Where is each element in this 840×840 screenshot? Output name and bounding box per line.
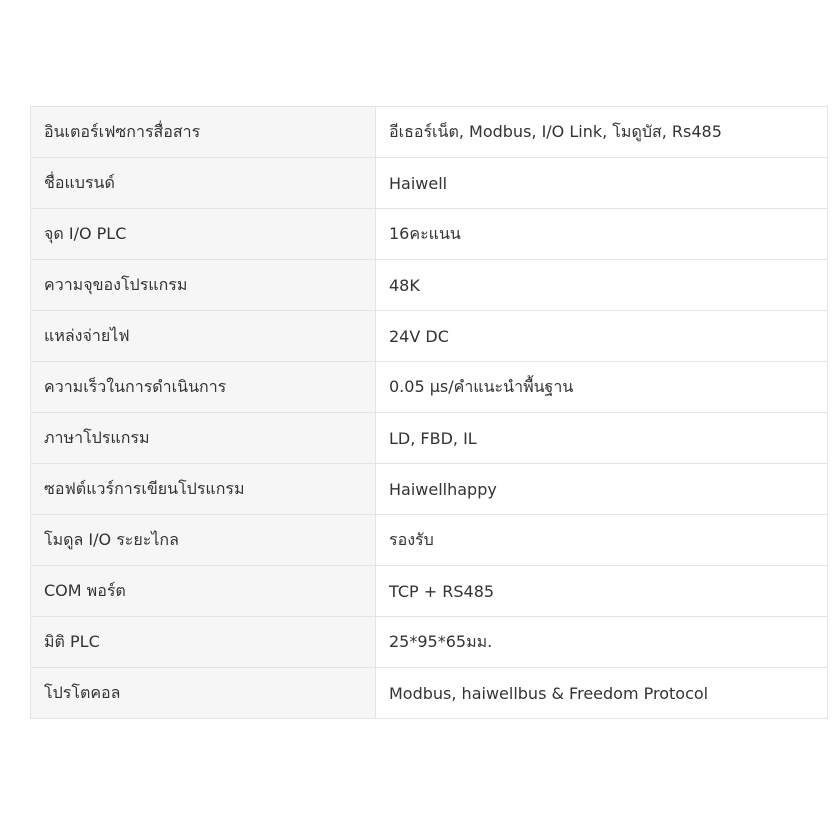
table-row [31,617,828,668]
table-row [31,209,828,260]
spec-label: โมดูล I/O ระยะไกล [31,515,376,566]
spec-label: โปรโตคอล [31,668,376,719]
spec-label: ชื่อแบรนด์ [31,158,376,209]
spec-value: 16คะแนน [376,209,828,260]
spec-label: มิติ PLC [31,617,376,668]
spec-value: 24V DC [376,311,828,362]
table-row [31,515,828,566]
table-row [31,362,828,413]
table-row [31,413,828,464]
table-row [31,260,828,311]
spec-value: Modbus, haiwellbus & Freedom Protocol [376,668,828,719]
spec-label: แหล่งจ่ายไฟ [31,311,376,362]
spec-value: 25*95*65มม. [376,617,828,668]
table-row [31,107,828,158]
spec-value: 0.05 μs/คำแนะนำพื้นฐาน [376,362,828,413]
table-row [31,668,828,719]
spec-label: จุด I/O PLC [31,209,376,260]
spec-value: 48K [376,260,828,311]
spec-value: TCP + RS485 [376,566,828,617]
spec-value: Haiwellhappy [376,464,828,515]
spec-label: ความจุของโปรแกรม [31,260,376,311]
table-row [31,158,828,209]
table-row [31,464,828,515]
spec-table [30,106,828,719]
spec-label: ภาษาโปรแกรม [31,413,376,464]
spec-value: Haiwell [376,158,828,209]
spec-value: LD, FBD, IL [376,413,828,464]
table-row [31,311,828,362]
spec-value: รองรับ [376,515,828,566]
spec-label: ความเร็วในการดำเนินการ [31,362,376,413]
spec-value: อีเธอร์เน็ต, Modbus, I/O Link, โมดูบัส, Rs485 [376,107,828,158]
spec-label: ซอฟต์แวร์การเขียนโปรแกรม [31,464,376,515]
spec-label: อินเตอร์เฟซการสื่อสาร [31,107,376,158]
table-row [31,566,828,617]
spec-label: COM พอร์ต [31,566,376,617]
